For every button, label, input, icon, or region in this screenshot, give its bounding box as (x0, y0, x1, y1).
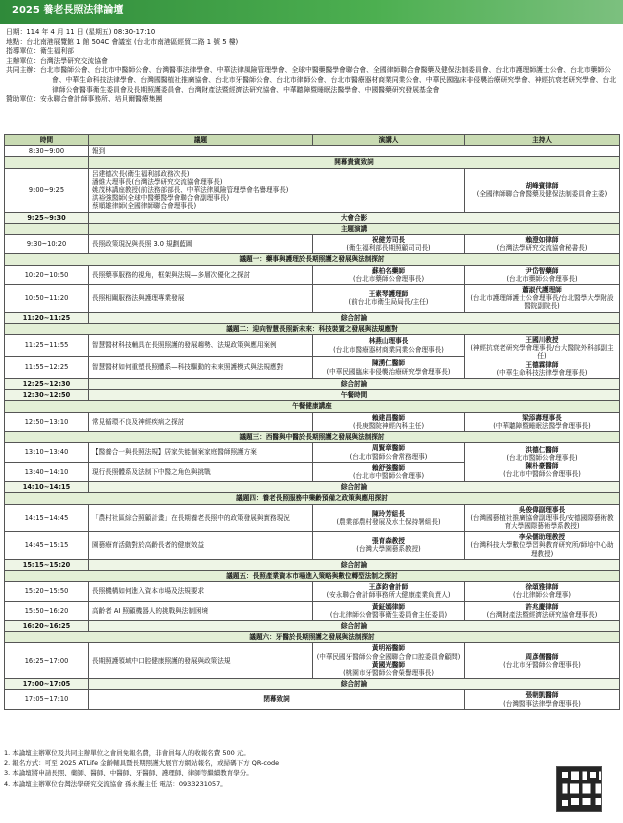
time-cell: 12:50~13:10 (5, 412, 89, 431)
page-title: 2025 養老長照法律論壇 (12, 5, 124, 16)
host-name: 蕭淑代護理師 (522, 286, 562, 295)
section-label: 議題一：藥事與護理於長期照護之發展與法制探討 (5, 254, 620, 265)
host-unit: 主辦單位：台灣法學研究交流協會 (6, 56, 108, 65)
table-row (5, 643, 620, 679)
discussion-label: 綜合討論 (89, 679, 620, 690)
topic-cell: 智慧醫材科技輔具在長照照護的發展趨勢、法規政策與應用案例 (89, 335, 313, 357)
time-cell: 16:25~17:00 (5, 643, 89, 679)
discussion-row (5, 482, 620, 493)
header-speaker: 演講人 (313, 135, 465, 146)
host-cell (465, 582, 620, 601)
section-row (5, 570, 620, 581)
host-cell (465, 601, 620, 620)
speaker-org: (台灣大學園藝系教授) (356, 545, 421, 554)
host-org: (台北市牙醫師公會理事長) (503, 660, 581, 669)
speaker-cell (313, 582, 465, 601)
host-name: 賴澄如律師 (525, 236, 559, 245)
speaker-cell (313, 285, 465, 313)
host-org: (台北律師公會理事) (513, 591, 571, 600)
host-name: 李朵儒助理教授 (518, 533, 566, 542)
section-row (5, 632, 620, 643)
event-place: 地點：台北南港展覽館 1 館 504C 會議室 (台北市南港區經貿二路 1 號 5 樓) (6, 37, 239, 46)
host-org: (台灣財產法暨經濟法研究協會理事長) (486, 610, 598, 619)
host-org: (台北市中醫師公會理事長) (503, 470, 581, 479)
speaker-org: (台北律師公會醫事衛生委員會主任委員) (329, 610, 448, 619)
speaker-name: 蘇柏名藥師 (372, 266, 405, 275)
speaker-org: (中華民國牙醫師公會全國聯合會口腔委員會顧問) (316, 652, 461, 661)
discussion-label: 綜合討論 (89, 312, 620, 323)
topic-cell: 現行長照體系及法制下中醫之角色與挑戰 (89, 462, 313, 481)
time-cell: 11:25~11:55 (5, 335, 89, 357)
speaker-org: (衛生福利部長期照顧司司長) (346, 244, 431, 253)
section-row (5, 432, 620, 443)
section-row (5, 254, 620, 265)
table-row (5, 265, 620, 284)
topic-cell: 「農村社區綜合照顧計畫」在長期養老長照中的政策發展與實務現況 (89, 504, 313, 532)
break-label: 大會合影 (89, 212, 620, 223)
section-label: 議題三：西醫與中醫於長期照護之發展與法制探討 (5, 432, 620, 443)
header-topic: 議題 (89, 135, 313, 146)
section-row (5, 401, 620, 412)
table-row (5, 335, 620, 357)
host-org: (台北市醫師公會理事長) (506, 454, 578, 462)
host-cell (465, 285, 620, 313)
time-cell: 12:25~12:30 (5, 379, 89, 390)
closing-label: 閉幕致詞 (89, 690, 465, 709)
table-row (5, 582, 620, 601)
topic-cell: 【醫養合一與長照法規】居家失能個案家庭醫師照護方案 (89, 443, 313, 462)
host-cell (465, 265, 620, 284)
host-name: 王德霖律師 (525, 360, 559, 369)
speaker-org: (長庚醫院神經內科主任) (352, 421, 425, 430)
table-row (5, 168, 620, 212)
host-cell (465, 532, 620, 560)
break-row (5, 390, 620, 401)
table-row (5, 601, 620, 620)
host-org: (神經抗衰老研究學會理事長/台大醫院外科部副主任) (470, 344, 614, 361)
section-row (5, 493, 620, 504)
time-cell: 13:40~14:10 (5, 462, 89, 481)
time-cell: 13:10~13:40 (5, 443, 89, 462)
speaker-cell (313, 504, 465, 532)
host-org: (台灣科技大學數位學習與教育研究所/師培中心助理教授) (470, 541, 614, 558)
header-banner (0, 0, 623, 24)
host-org: (台北市藥師公會理事長) (506, 274, 578, 283)
speaker-name: 周賢章醫師 (372, 444, 405, 453)
section-label: 議題六：牙醫於長期照護之發展與法制探討 (5, 632, 620, 643)
time-cell: 11:55~12:25 (5, 357, 89, 379)
break-label: 午餐時間 (89, 390, 620, 401)
speaker-cell (313, 235, 465, 254)
guide-unit: 指導單位：衛生福利部 (6, 47, 74, 56)
topic-cell: 常見循環不良及神經疾病之探討 (89, 412, 313, 431)
discussion-label: 綜合討論 (89, 482, 620, 493)
speaker-cell (313, 601, 465, 620)
host-cell (465, 412, 620, 431)
speaker-cell (313, 265, 465, 284)
host-name: 尹岱智藥師 (525, 266, 559, 275)
speaker-name: 陳玲芳組長 (372, 509, 405, 518)
guest-item: 潘維大理事長(台灣法學研究交流協會理事長) (92, 177, 223, 186)
section-label: 主題演講 (89, 223, 620, 234)
speaker-name: 黃明裕醫師 (372, 644, 405, 653)
host-cell (465, 443, 620, 482)
topic-cell: 長照藥事服務的視角，框架與法規—多層次優化之探討 (89, 265, 313, 284)
speaker-org: (農業部農村發展及水土保持署組長) (336, 517, 441, 526)
guest-item: 蔡順雄律師(全國律師聯合會理事長) (92, 202, 197, 211)
time-cell: 9:30~10:20 (5, 235, 89, 254)
header-time: 時間 (5, 135, 89, 146)
speaker-cell (313, 532, 465, 560)
host-name: 吳俊偉副理事長 (518, 505, 566, 514)
topic-cell: 長期照護領域中口腔健康照護的發展與政策法規 (89, 643, 313, 679)
topic-cell: 長照政策現況與長照 3.0 規劃藍圖 (89, 235, 313, 254)
section-label: 議題四：養老長照服務中樂齡預備之政策與應用探討 (5, 493, 620, 504)
break-row (5, 212, 620, 223)
host-cell (465, 504, 620, 532)
footnote: 2. 報名方式：可至 2025 ATLife 金齡輔具暨長期照護大展官方網站報名，或掃碼下方 QR-code (4, 759, 280, 768)
time-cell: 9:00~9:25 (5, 168, 89, 212)
section-label: 開幕貴賓致詞 (89, 157, 620, 168)
section-row (5, 223, 620, 234)
table-header-row (5, 135, 620, 146)
time-cell: 15:15~15:20 (5, 559, 89, 570)
host-cell (465, 643, 620, 679)
speaker-cell (313, 462, 465, 481)
speaker-org: (台北市藥師公會理事長) (352, 274, 425, 283)
discussion-row (5, 312, 620, 323)
host-name: 許兆慶律師 (525, 602, 559, 611)
section-label: 午餐健康講座 (5, 401, 620, 412)
speaker-name: 黃鉦嫣律師 (372, 602, 405, 611)
table-row (5, 146, 620, 157)
table-row (5, 443, 620, 462)
speaker-name: 王彥鈞會計師 (368, 583, 409, 592)
guest-list (89, 168, 465, 212)
table-row (5, 532, 620, 560)
time-cell: 10:50~11:20 (5, 285, 89, 313)
speaker-org: (安永聯合會計師事務所大健康產業負責人) (326, 591, 451, 600)
speaker-name: 黃國光醫師 (372, 660, 405, 669)
speaker-name: 王素琴護理師 (368, 290, 409, 299)
guest-item: 洪裕強醫師(全球中醫藥醫學會聯合會副理事長) (92, 194, 230, 203)
topic-cell: 智慧醫材如何重塑長照體系—科技驅動的未來照護模式與法規應對 (89, 357, 313, 379)
qr-code-icon[interactable] (556, 766, 602, 812)
time-cell: 17:00~17:05 (5, 679, 89, 690)
speaker-org: (前台北市衛生局局長/主任) (348, 298, 429, 307)
time-cell: 9:25~9:30 (5, 212, 89, 223)
host-name: 周彥儒醫師 (525, 652, 559, 661)
time-cell: 11:20~11:25 (5, 312, 89, 323)
speaker-org: (台北市中醫師公會理事) (352, 471, 425, 480)
host-cell (465, 335, 620, 379)
discussion-row (5, 679, 620, 690)
section-label: 議題五：長照產業資本市場進入策略與數位轉型法制之探討 (5, 570, 620, 581)
section-row (5, 157, 620, 168)
time-cell: 16:20~16:25 (5, 620, 89, 631)
host-cell (465, 690, 620, 709)
host-org: (台北市護理師護士公會理事長/台北醫學大學附設醫院副院長) (470, 294, 614, 311)
footnote: 1. 本論壇主辦單位及共同主辦單位之會員免報名費，非會員每人的收報名費 500 元。 (4, 749, 250, 757)
time-cell: 8:30~9:00 (5, 146, 89, 157)
sponsor-units: 贊助單位：安永聯合會計師事務所、培貝爾醫療集團 (6, 95, 163, 104)
host-org: (台灣國藝植社推廣協會副理事長/安德國際藝術教育大學國際藝術學系教授) (470, 513, 614, 530)
host-org: (台灣法學研究交流協會秘書長) (496, 244, 588, 253)
discussion-label: 綜合討論 (89, 559, 620, 570)
guest-item: 姚茂林講座教授(前法務部部長、中華法律風險管理學會名譽理事長) (92, 186, 289, 195)
speaker-name: 陳湧仁醫師 (372, 359, 405, 368)
host-org: (全國律師聯合會醫藥及健保法制委員會主委) (476, 190, 608, 199)
speaker-name: 張育森教授 (372, 537, 405, 546)
table-row (5, 412, 620, 431)
host-org: (中華聽障暨睡眠法醫學會理事長) (493, 421, 591, 430)
time-cell: 15:20~15:50 (5, 582, 89, 601)
footnotes (4, 748, 544, 789)
speaker-name: 賴舒強醫師 (372, 463, 405, 472)
discussion-label: 綜合討論 (89, 379, 620, 390)
speaker-cell (313, 335, 465, 357)
speaker-org: (桃園市牙醫師公會榮譽理事長) (343, 668, 434, 677)
table-row (5, 690, 620, 709)
event-date: 日期：114 年 4 月 11 日 (星期五) 08:30-17:10 (6, 28, 156, 36)
host-name: 王國川教授 (525, 336, 559, 345)
speaker-name: 林燕山理事長 (368, 337, 409, 346)
section-label: 議題二：迎向智慧長照新未來：科技裝置之發展與法規應對 (5, 323, 620, 334)
time-cell: 12:30~12:50 (5, 390, 89, 401)
topic-cell: 長照機構如何進入資本市場及法規要求 (89, 582, 313, 601)
table-row (5, 504, 620, 532)
speaker-name: 祝健芳司長 (372, 236, 405, 245)
speaker-org: (中華民國臨床非侵襲治療研究學會理事長) (326, 367, 451, 376)
host-name: 梁添壽理事長 (522, 413, 562, 422)
header-host: 主持人 (465, 135, 620, 146)
host-cell (465, 168, 620, 212)
host-org: (台灣醫事法律學會理事長) (503, 699, 581, 708)
host-name: 胡峰賓律師 (525, 181, 559, 190)
time-cell: 17:05~17:10 (5, 690, 89, 709)
speaker-cell (313, 443, 465, 462)
discussion-label: 綜合討論 (89, 620, 620, 631)
host-org: (中華生命科技法律學會理事長) (496, 368, 588, 377)
time-cell: 14:45~15:15 (5, 532, 89, 560)
table-row (5, 285, 620, 313)
guest-item: 呂建德次長(衛生福利部政務次長) (92, 169, 190, 178)
time-cell: 14:10~14:15 (5, 482, 89, 493)
speaker-org: (台北市醫師公會常務理事) (349, 452, 428, 461)
topic-cell: 高齡者 AI 照顧機器人的挑戰與法制困境 (89, 601, 313, 620)
section-row (5, 323, 620, 334)
speaker-cell (313, 643, 465, 679)
footnote: 3. 本論壇將申請長照、藥師、醫師、中醫師、牙醫師、護理師、律師等繼續教育學分。 (4, 769, 253, 778)
table-row (5, 235, 620, 254)
footnote: 4. 本論壇主辦單位台灣法學研究交流協會 孫永擬主任 電話：0933231057。 (4, 779, 227, 788)
topic-cell: 長照相關服務法與護理專業發展 (89, 285, 313, 313)
time-cell: 10:20~10:50 (5, 265, 89, 284)
discussion-row (5, 379, 620, 390)
host-cell (465, 235, 620, 254)
host-name: 徐頌雅律師 (525, 583, 559, 592)
event-info (6, 28, 618, 105)
topic-cell: 報到 (89, 146, 620, 157)
speaker-cell (313, 357, 465, 379)
speaker-cell (313, 412, 465, 431)
discussion-row (5, 620, 620, 631)
speaker-org: (台北市醫療器材商業同業公會理事長) (333, 345, 444, 354)
host-name: 張朝凱醫師 (525, 691, 559, 700)
host-name: 洪德仁醫師 (525, 445, 559, 454)
time-cell: 14:15~14:45 (5, 504, 89, 532)
co-host-units: 共同主辦：台北市醫師公會、台北市中醫師公會、台灣醫事法律學會、中華法律風險管理學會、全球中醫藥醫學會聯合會、全國律師聯合會醫藥及健保法制委員會、台北市護理師護士公會、台北市藥師公會、中華生命科技法律學會、台灣國醫植社推廣協會、台北市牙醫師公會、台北市律師公會、台北市醫療器材商業同業公會、中華民國臨床非侵襲治療研究學會、神經抗衰老研究學會、台北律師公會醫事衛生委員會及長期照護委員會、台灣財產法暨經濟法研究協會、中華聽障暨睡眠法醫學會、中國醫藥研究發展基金會 (6, 66, 617, 94)
speaker-name: 賴建昌醫師 (372, 413, 405, 422)
host-name: 陳朴豪醫師 (525, 462, 559, 471)
time-cell: 15:50~16:20 (5, 601, 89, 620)
topic-cell: 園藝療育活動對於高齡長者的健康效益 (89, 532, 313, 560)
agenda-table (4, 134, 620, 710)
discussion-row (5, 559, 620, 570)
